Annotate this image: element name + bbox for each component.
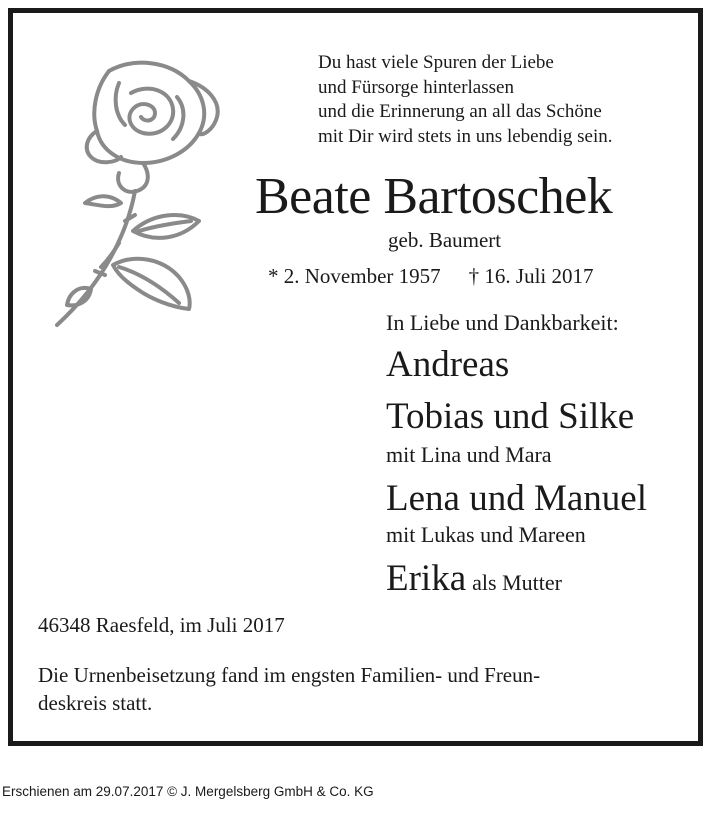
poem-line: und Fürsorge hinterlassen [318,76,514,98]
burial-note [38,661,688,717]
poem-line: Du hast viele Spuren der Liebe [318,52,554,73]
death-date: † 16. Juli 2017 [468,264,594,288]
life-dates [268,263,593,289]
publication-footer: Erschienen am 29.07.2017 © J. Mergelsberg GmbH & Co. KG [2,784,374,799]
maiden-name: geb. Baumert [388,228,502,252]
memorial-poem [318,51,612,149]
obituary-notice [8,8,703,746]
mourners-list [386,309,647,601]
mourner-name: Andreas [386,344,510,385]
mourner-name: Tobias und Silke [386,396,635,437]
mourner-mother [386,557,647,601]
mourner-relation: als Mutter [472,570,562,595]
poem-line: und die Erinnerung an all das Schöne [318,101,602,122]
place-date: 46348 Raesfeld, im Juli 2017 [38,613,285,637]
rose-icon [39,53,229,333]
mourners-intro: In Liebe und Dankbarkeit: [386,310,619,335]
deceased-name: Beate Bartoschek [255,168,613,225]
note-line: deskreis statt. [38,691,153,715]
poem-line: mit Dir wird stets in uns lebendig sein. [318,125,613,147]
note-line: Die Urnenbeisetzung fand im engsten Familien- und Freun- [38,663,541,687]
mourner-name: Erika [386,558,467,599]
birth-date: * 2. November 1957 [268,264,441,288]
mourner-children: mit Lukas und Mareen [386,522,586,547]
mourner-children: mit Lina und Mara [386,442,552,467]
mourner-name: Lena und Manuel [386,478,647,519]
